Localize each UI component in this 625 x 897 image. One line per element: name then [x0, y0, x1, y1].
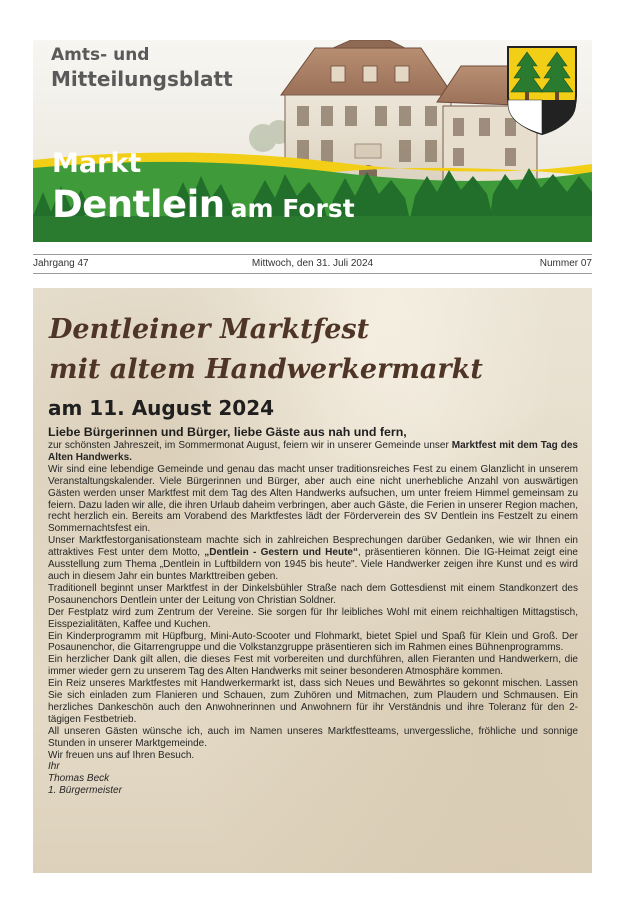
article-greeting: Liebe Bürgerinnen und Bürger, liebe Gäste aus nah und fern, [48, 425, 407, 439]
issue-volume: Jahrgang 47 [33, 258, 89, 269]
publication-type-line1: Amts- und [51, 45, 150, 65]
paragraph-10: Wir freuen uns auf Ihren Besuch. [48, 749, 195, 761]
masthead [33, 40, 592, 242]
paragraph-7: Ein herzlicher Dank gilt allen, die dieses Fest mit vorbereiten und durchführen, allen Fieranten und Handwerkern, die immer wieder gern zu unserem Tag des Alten Handwerks mit seiner besonderen Atmosphäre kommen. [48, 654, 578, 678]
signature-title: 1. Bürgermeister [48, 785, 122, 797]
paragraph-3-text-c: , präsentieren können. Die IG-Heimat zeigt eine Ausstellung zum Thema „Dentlein in Luftbildern von 1945 bis heute". Viele Handwerker zeigen ihre Kunst und es wird auch in diesem Jahr ein buntes Markttreiben geben. [48, 547, 578, 582]
paragraph-4: Traditionell beginnt unser Marktfest in der Dinkelsbühler Straße nach dem Gottesdienst mit einem Standkonzert des Posaunenchors Dentlein unter der Leitung von Christian Soldner. [48, 582, 578, 606]
masthead-town-name [52, 181, 355, 236]
town-name: Dentlein [52, 183, 225, 226]
issue-info-bar [33, 254, 592, 274]
paragraph-5: Der Festplatz wird zum Zentrum der Vereine. Sie sorgen für Ihr leibliches Wohl mit einem reichhaltigen Mittagstisch, Eisspezialitäten, Kaffee und Kuchen. [48, 606, 578, 630]
masthead-markt: Markt [52, 148, 142, 179]
issue-number: Nummer 07 [539, 258, 592, 269]
paragraph-3-motto: „Dentlein - Gestern und Heute“ [204, 547, 358, 559]
signature-name: Thomas Beck [48, 773, 110, 785]
article-event-date: am 11. August 2024 [48, 396, 275, 420]
town-suffix: am Forst [230, 194, 355, 223]
paragraph-2: Wir sind eine lebendige Gemeinde und genau das macht unser traditionsreiches Fest zu einem Glanzlicht in unserem Veranstaltungskalender. Viele Bürgerinnen und Bürger, aber auch eine nicht unerhebliche Anzahl von auswärtigen Gästen werden unser Marktfest mit dem Tag des Alten Handwerks aufsuchen, um unter freiem Himmel gemeinsam zu feiern. Dazu laden wir alle, die ihren Urlaub daheim verbringen, aber auch Gäste, die Ferien in unserer Region machen, recht herzlich ein. Bereits am Vorabend des Marktfestes lädt der Förderverein des SV Dentlein ins Festzelt zu einem Sommernachtsfest ein. [48, 463, 578, 535]
issue-date: Mittwoch, den 31. Juli 2024 [251, 258, 374, 269]
paragraph-1-text: zur schönsten Jahreszeit, im Sommermonat August, feiern wir in unserer Gemeinde unser [48, 440, 452, 451]
paragraph-3 [48, 535, 578, 583]
publication-type [51, 44, 261, 92]
paragraph-3-text-a: Unser Marktfestorganisationsteam machte sich in zahlreichen Besprechungen darüber Gedanken, wie wir Ihnen ein attraktives Fest unter dem Motto, [48, 535, 578, 559]
article-title-line2: mit altem Handwerkermarkt [49, 354, 483, 385]
paragraph-6: Ein Kinderprogramm mit Hüpfburg, Mini-Auto-Scooter und Flohmarkt, bietet Spiel und Spaß für Klein und Groß. Der Posaunenchor, die Gitarrengruppe und die Volkstanzgruppe präsentieren sich im Rahmen eines Bühnenprogramms. [48, 630, 578, 654]
paragraph-1 [48, 440, 578, 464]
signature-line-1: Ihr [48, 761, 60, 773]
paragraph-8: Ein Reiz unseres Marktfestes mit Handwerkermarkt ist, dass sich Neues und Bewährtes so gekonnt mischen. Lassen Sie sich einladen zum Flanieren und Schauen, zum Zuhören und Mitmachen, zum Plaudern und Schmausen. Ein herzliches Dankeschön auch den Anwohnerinnen und Anwohnern für ihr Verständnis und ihre Toleranz für den 2-tägigen Festbetrieb. [48, 678, 578, 725]
publication-type-line2: Mitteilungsblatt [51, 67, 233, 91]
article-panel [33, 288, 592, 873]
article-body [48, 440, 578, 797]
paragraph-9: All unseren Gästen wünsche ich, auch im Namen unseres Marktfestteams, unvergessliche, fröhliche und sonnige Stunden in unserer Marktgemeinde. [48, 725, 578, 749]
coat-of-arms-icon [505, 44, 579, 136]
article-title-line1: Dentleiner Marktfest [49, 314, 370, 345]
paragraph-1-bold: Marktfest mit dem Tag des Alten Handwerks. [48, 440, 578, 463]
